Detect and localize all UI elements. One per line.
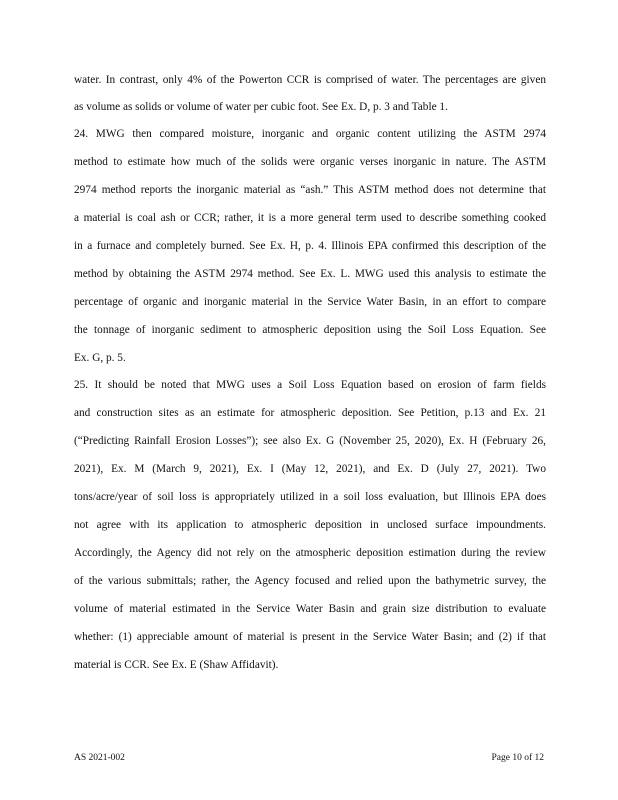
case-number: AS 2021-002 xyxy=(74,753,125,763)
text-line: 2974 method reports the inorganic material as “ash.” This ASTM method does not determine that xyxy=(74,184,546,196)
page-number: Page 10 of 12 xyxy=(491,753,544,763)
text-line: (“Predicting Rainfall Erosion Losses”); see also Ex. G (November 25, 2020), Ex. H (February 26, xyxy=(74,435,546,447)
text-line: and construction sites as an estimate for atmospheric deposition. See Petition, p.13 and Ex. 21 xyxy=(74,407,546,419)
text-line: in a furnace and completely burned. See Ex. H, p. 4. Illinois EPA confirmed this description of the xyxy=(74,240,546,252)
text-line: method by obtaining the ASTM 2974 method. See Ex. L. MWG used this analysis to estimate the xyxy=(74,268,546,280)
text-line: material is CCR. See Ex. E (Shaw Affidavit). xyxy=(74,659,279,671)
text-line: Ex. G, p. 5. xyxy=(74,352,126,364)
text-line: 2021), Ex. M (March 9, 2021), Ex. I (May 12, 2021), and Ex. D (July 27, 2021). Two xyxy=(74,463,546,475)
text-line: a material is coal ash or CCR; rather, it is a more general term used to describe something cooked xyxy=(74,212,546,224)
text-line: percentage of organic and inorganic material in the Service Water Basin, in an effort to compare xyxy=(74,296,546,308)
text-line: tons/acre/year of soil loss is appropriately utilized in a soil loss evaluation, but Illinois EPA does xyxy=(74,491,546,503)
text-line: water. In contrast, only 4% of the Powerton CCR is comprised of water. The percentages are given xyxy=(74,74,546,86)
text-line: method to estimate how much of the solids were organic verses inorganic in nature. The ASTM xyxy=(74,156,546,168)
text-line: whether: (1) appreciable amount of material is present in the Service Water Basin; and (2) if that xyxy=(74,631,546,643)
text-line: not agree with its application to atmospheric deposition in unclosed surface impoundments. xyxy=(74,519,546,531)
text-line: Accordingly, the Agency did not rely on the atmospheric deposition estimation during the review xyxy=(74,547,546,559)
text-line: volume of material estimated in the Service Water Basin and grain size distribution to evaluate xyxy=(74,603,546,615)
text-line: the tonnage of inorganic sediment to atmospheric deposition using the Soil Loss Equation. See xyxy=(74,324,546,336)
paragraph-24-start: 24. MWG then compared moisture, inorganic and organic content utilizing the ASTM 2974 xyxy=(74,128,546,140)
paragraph-25-start: 25. It should be noted that MWG uses a Soil Loss Equation based on erosion of farm fields xyxy=(74,379,546,391)
text-line: of the various submittals; rather, the Agency focused and relied upon the bathymetric survey, the xyxy=(74,575,546,587)
text-line: as volume as solids or volume of water per cubic foot. See Ex. D, p. 3 and Table 1. xyxy=(74,101,448,113)
